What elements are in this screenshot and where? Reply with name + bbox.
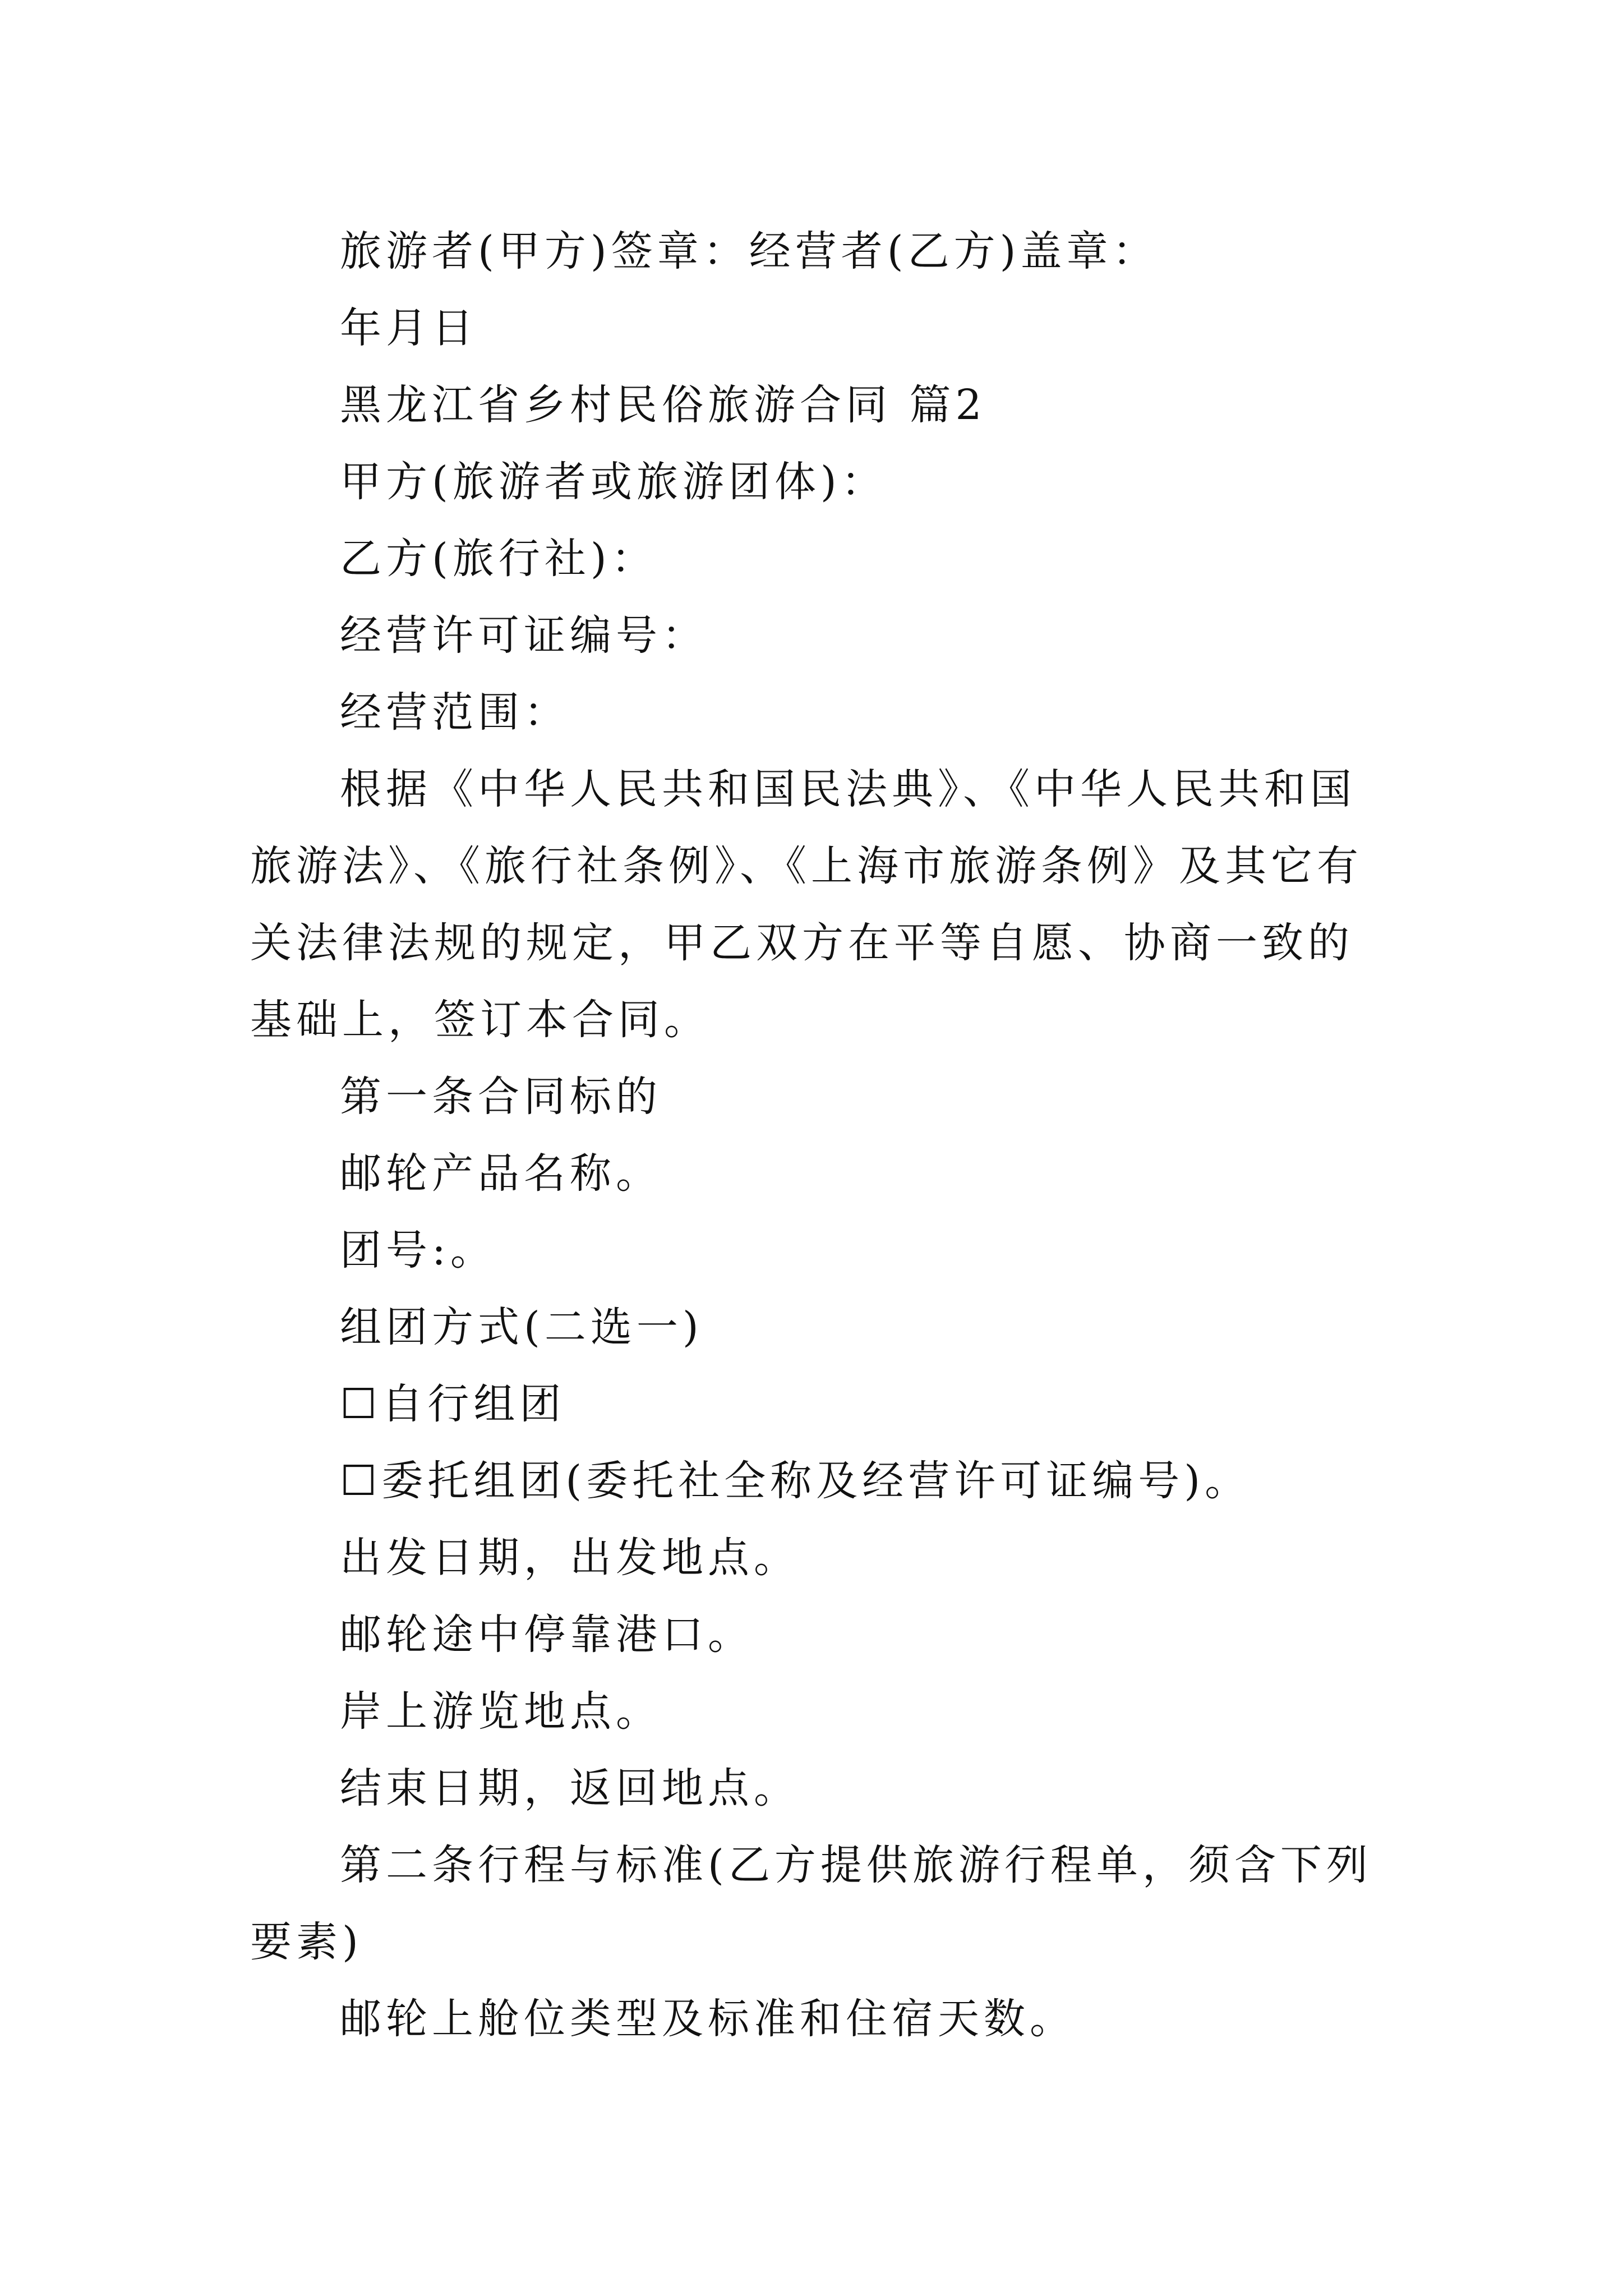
option-self-organized: ☐自行组团: [340, 1380, 566, 1428]
party-b-line: 乙方(旅行社)：: [340, 535, 657, 583]
party-a-line: 甲方(旅游者或旅游团体)：: [340, 458, 887, 506]
cabin-type-line: 邮轮上舱位类型及标准和住宿天数。: [340, 1995, 1076, 2043]
license-number-line: 经营许可证编号：: [340, 611, 708, 660]
business-scope-line: 经营范围：: [340, 688, 570, 737]
contract-title: 黑龙江省乡村民俗旅游合同 篇2: [340, 381, 986, 429]
cruise-product-name-line: 邮轮产品名称。: [340, 1149, 662, 1198]
option-entrusted: ☐委托组团(委托社全称及经营许可证编号)。: [340, 1457, 1251, 1505]
group-method-line: 组团方式(二选一): [340, 1303, 703, 1351]
signature-line: 旅游者(甲方)签章：经营者(乙方)盖章：: [340, 227, 1159, 275]
group-number-line: 团号:。: [340, 1226, 496, 1274]
article-1-heading: 第一条合同标的: [340, 1073, 662, 1121]
departure-line: 出发日期，出发地点。: [340, 1534, 800, 1582]
document-body: [250, 213, 1377, 2058]
date-line: 年月日: [340, 304, 478, 352]
ports-of-call-line: 邮轮途中停靠港口。: [340, 1611, 754, 1659]
preamble-paragraph: 根据《中华人民共和国民法典》、《中华人民共和国旅游法》、《旅行社条例》、《上海市旅游条例》及其它有关法律法规的规定，甲乙双方在平等自愿、协商一致的基础上，签订本合同。: [250, 765, 1363, 1044]
article-2-heading: 第二条行程与标准(乙方提供旅游行程单，须含下列要素): [250, 1841, 1372, 1966]
shore-excursion-line: 岸上游览地点。: [340, 1687, 662, 1736]
return-line: 结束日期，返回地点。: [340, 1764, 800, 1812]
